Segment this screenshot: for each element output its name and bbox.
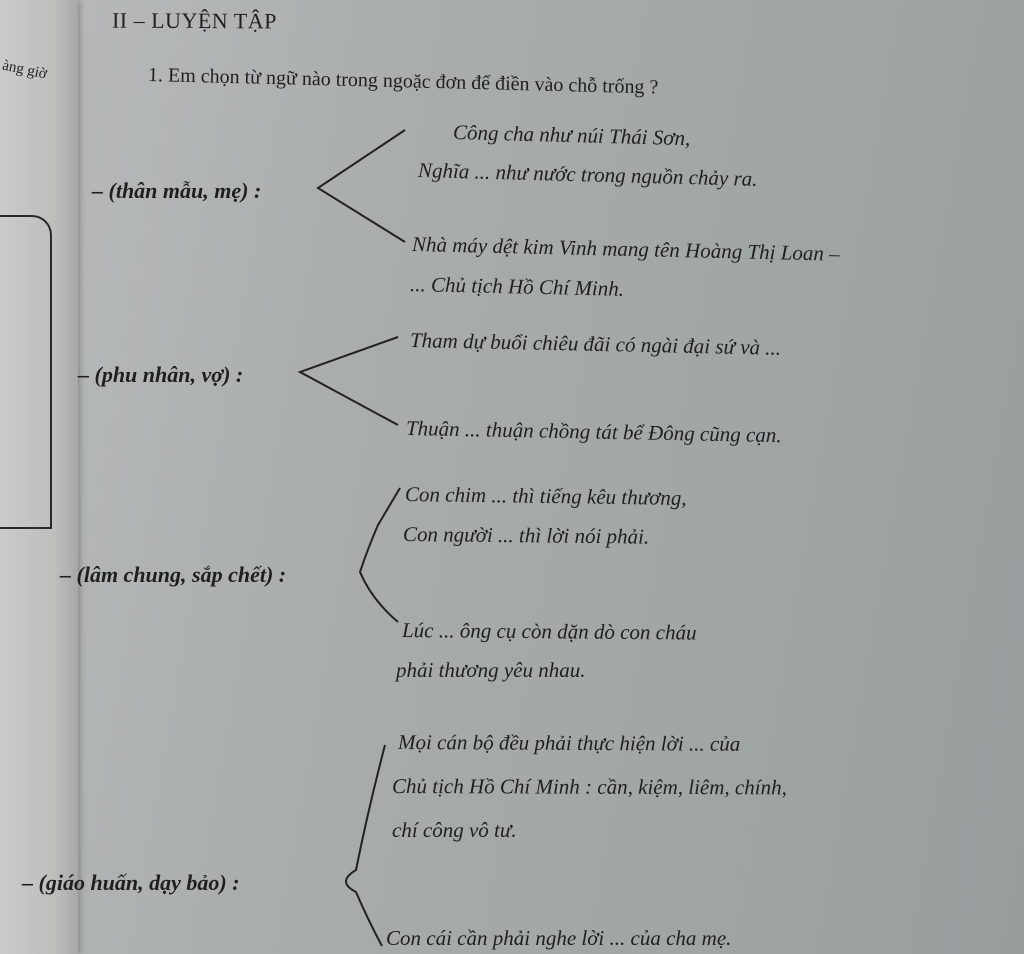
previous-page-text: àng giờ	[0, 57, 49, 83]
sentence-line: Con chim ... thì tiếng kêu thương,	[404, 482, 687, 510]
section-heading: II – LUYỆN TẬP	[111, 7, 277, 34]
sentence-line: ... Chủ tịch Hồ Chí Minh.	[409, 272, 625, 301]
sentence-line: phải thương yêu nhau.	[396, 658, 586, 682]
bracket-group-3	[360, 488, 400, 622]
group-label-teaching: – (giáo huấn, dạy bảo) :	[22, 870, 240, 895]
sentence-line: Nhà máy dệt kim Vinh mang tên Hoàng Thị Loan –	[411, 232, 840, 266]
bracket-group-1	[318, 130, 405, 242]
group-label-mother: – (thân mẫu, mẹ) :	[92, 178, 262, 203]
sentence-line: chí công vô tư.	[392, 818, 517, 842]
sentence-line: Lúc ... ông cụ còn dặn dò con cháu	[401, 618, 697, 645]
bracket-group-2	[300, 337, 398, 425]
exercise-question: 1. Em chọn từ ngữ nào trong ngoặc đơn để điền vào chỗ trống ?	[147, 64, 659, 99]
sentence-line: Nghĩa ... như nước trong nguồn chảy ra.	[417, 158, 758, 191]
sentence-line: Mọi cán bộ đều phải thực hiện lời ... của	[397, 730, 741, 756]
sentence-line: Công cha như núi Thái Sơn,	[452, 120, 691, 151]
sentence-line: Tham dự buổi chiêu đãi có ngài đại sứ và ...	[409, 328, 782, 360]
group-label-dying: – (lâm chung, sắp chết) :	[60, 562, 287, 587]
bracket-group-4	[346, 745, 385, 946]
group-label-wife: – (phu nhân, vợ) :	[78, 362, 244, 387]
sentence-line: Thuận ... thuận chồng tát bể Đông cũng cạn.	[405, 416, 782, 448]
sentence-line: Con cái cần phải nghe lời ... của cha mẹ.	[386, 926, 732, 950]
sentence-line: Con người ... thì lời nói phải.	[402, 522, 650, 549]
sentence-line: Chủ tịch Hồ Chí Minh : cần, kiệm, liêm, chính,	[391, 774, 787, 800]
